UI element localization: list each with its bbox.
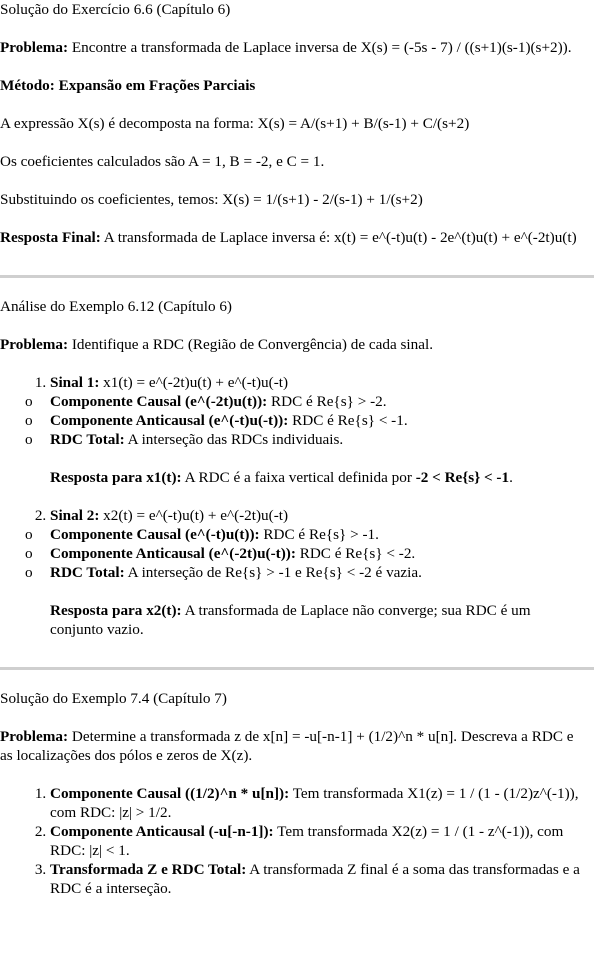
sub-item: [0, 563, 584, 582]
method-heading: [0, 76, 584, 95]
final-answer: [0, 228, 584, 247]
signal-list: [0, 373, 584, 639]
list-item: [50, 373, 584, 487]
problem-label: Problema:: [0, 336, 69, 353]
sub-item-label: Componente Causal (e^(-t)u(t)):: [50, 526, 260, 543]
section-title: Análise do Exemplo 6.12 (Capítulo 6): [0, 298, 232, 315]
problem-text: Identifique a RDC (Região de Convergência) de cada sinal.: [68, 336, 433, 353]
list-item: [50, 784, 584, 822]
sub-item: [0, 430, 584, 449]
sub-list: [0, 525, 584, 582]
problem-label: Problema:: [0, 39, 69, 56]
signal-text: x2(t) = e^(-t)u(t) + e^(-2t)u(-t): [99, 507, 289, 524]
sub-item: [0, 525, 584, 544]
answer-label: Resposta para x2(t):: [50, 602, 182, 619]
list-item: [50, 822, 584, 860]
sub-item: [0, 544, 584, 563]
sub-item-label: Componente Causal (e^(-2t)u(t)):: [50, 393, 268, 410]
problem-statement: [0, 727, 584, 765]
sub-item: [0, 392, 584, 411]
section-divider: [0, 275, 594, 278]
problem-label: Problema:: [0, 728, 69, 745]
answer-text: A RDC é a faixa vertical definida por: [181, 469, 416, 486]
item-text: Tem transformada X1(z) = 1 / (1 - (1/2)z^(-1)), com RDC: |z| > 1/2.: [50, 785, 579, 821]
item-text: A transformada Z final é a soma das transformadas e a RDC é a interseção.: [50, 861, 580, 897]
section-title: Solução do Exemplo 7.4 (Capítulo 7): [0, 690, 227, 707]
sub-list: [0, 392, 584, 449]
sub-item-label: Componente Anticausal (e^(-t)u(-t)):: [50, 412, 289, 429]
item-label: Componente Anticausal (-u[-n-1]):: [50, 823, 274, 840]
answer-text: A transformada de Laplace inversa é: x(t) = e^(-t)u(t) - 2e^(t)u(t) + e^(-2t)u(t): [100, 229, 577, 246]
sub-item-text: RDC é Re{s} < -2.: [295, 545, 416, 562]
section-example-7-4: [0, 689, 594, 898]
sub-item-label: RDC Total:: [50, 431, 125, 448]
sub-item-text: A interseção das RDCs individuais.: [124, 431, 344, 448]
answer-bold: -2 < Re{s} < -1: [415, 469, 510, 486]
problem-statement: [0, 38, 584, 57]
problem-text: Encontre a transformada de Laplace inversa de X(s) = (-5s - 7) / ((s+1)(s-1)(s+2)).: [68, 39, 572, 56]
item-label: Componente Causal ((1/2)^n * u[n]):: [50, 785, 290, 802]
section-exercise-6-6: [0, 0, 594, 247]
signal-answer: [50, 601, 584, 639]
sub-item-label: Componente Anticausal (e^(-2t)u(-t)):: [50, 545, 296, 562]
substitution-line: Substituindo os coeficientes, temos: X(s) = 1/(s+1) - 2/(s-1) + 1/(s+2): [0, 191, 423, 208]
sub-item-text: A interseção de Re{s} > -1 e Re{s} < -2 é vazia.: [124, 564, 422, 581]
sub-item-text: RDC é Re{s} > -1.: [259, 526, 379, 543]
answer-label: Resposta Final:: [0, 229, 101, 246]
component-list: [0, 784, 584, 898]
section-example-6-12: [0, 297, 594, 639]
item-label: Transformada Z e RDC Total:: [50, 861, 247, 878]
answer-label: Resposta para x1(t):: [50, 469, 182, 486]
sub-item-text: RDC é Re{s} < -1.: [288, 412, 408, 429]
section-title: Solução do Exercício 6.6 (Capítulo 6): [0, 1, 231, 18]
decomposition-line: A expressão X(s) é decomposta na forma: X(s) = A/(s+1) + B/(s-1) + C/(s+2): [0, 115, 470, 132]
section-divider: [0, 667, 594, 670]
list-item: [50, 506, 584, 639]
signal-text: x1(t) = e^(-2t)u(t) + e^(-t)u(-t): [99, 374, 289, 391]
sub-item-text: RDC é Re{s} > -2.: [267, 393, 387, 410]
problem-text: Determine a transformada z de x[n] = -u[-n-1] + (1/2)^n * u[n]. Descreva a RDC e as localizações dos pólos e zeros de X(z).: [0, 728, 574, 764]
item-text: Tem transformada X2(z) = 1 / (1 - z^(-1)), com RDC: |z| < 1.: [50, 823, 564, 859]
problem-statement: [0, 335, 584, 354]
list-item: [50, 860, 584, 898]
answer-text: A transformada de Laplace não converge; sua RDC é um conjunto vazio.: [50, 602, 531, 638]
answer-end: .: [509, 469, 513, 486]
method-label: Método: Expansão em Frações Parciais: [0, 77, 256, 94]
signal-answer: [50, 468, 584, 487]
signal-label: Sinal 1:: [50, 374, 100, 391]
sub-item-label: RDC Total:: [50, 564, 125, 581]
sub-item: [0, 411, 584, 430]
signal-label: Sinal 2:: [50, 507, 100, 524]
coefficients-line: Os coeficientes calculados são A = 1, B = -2, e C = 1.: [0, 153, 325, 170]
